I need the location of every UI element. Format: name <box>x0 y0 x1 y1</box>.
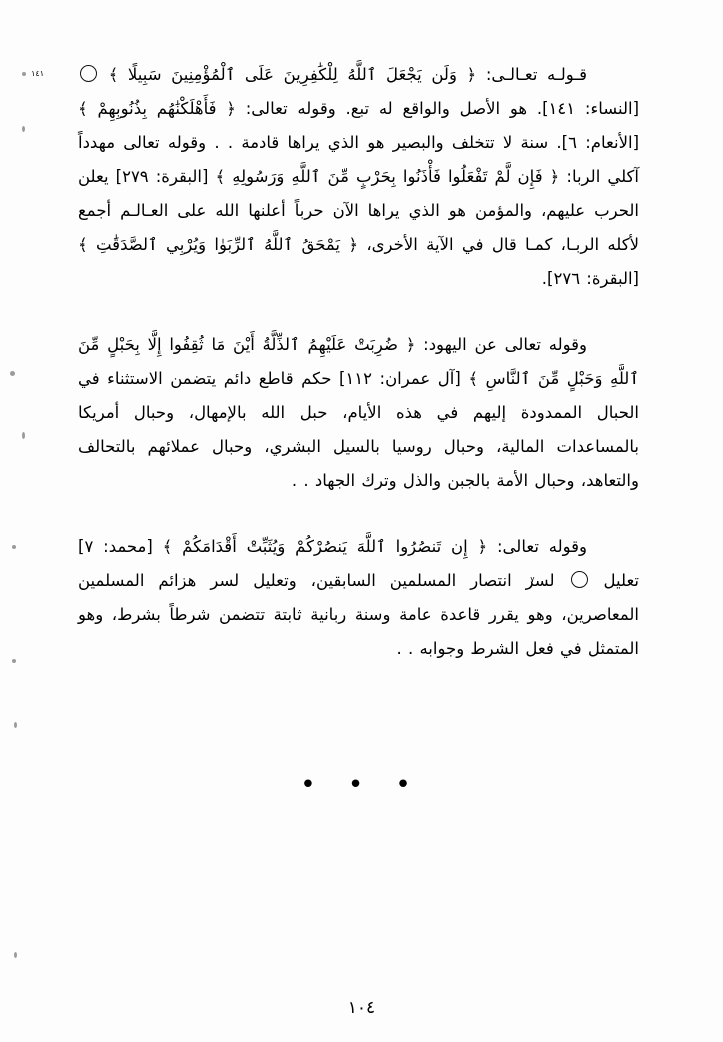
paragraph-2-line-4: بالمساعدات المالية، وحبال روسيا بالسيل البشري، وحبال عملائهم <box>147 437 640 456</box>
paragraph-1-line-5: [البقرة: ٢٧٩] يعلن الحرب عليهم، والمؤمن هو الذي يراها الآن حرباً <box>78 167 640 220</box>
paragraph-1 <box>78 58 639 296</box>
scan-speckle <box>22 72 26 76</box>
paragraph-3-line-2: لسر انتصار المسلمين السابقين، وتعليل لسر هزائم المسلمين المعاصرين، <box>78 571 639 624</box>
ayah-end-icon <box>80 65 97 82</box>
paragraph-spacer <box>78 312 639 328</box>
paragraph-1-line-7: ﴿ يَمْحَقُ ٱللَّهُ ٱلرِّبَوٰا وَيُرْبِي ٱلصَّدَقَٰتِ ﴾ [البقرة: ٢٧٦]. <box>78 235 639 288</box>
scan-speckle <box>12 545 16 549</box>
paragraph-1-line-3: بِذُنُوبِهِمْ ﴾ [الأنعام: ٦]. سنة لا تتخلف والبصير هو الذي يراها قادمة . . <box>78 99 640 152</box>
section-separator: • • • <box>300 770 423 800</box>
scan-speckle <box>22 126 25 132</box>
paragraph-3 <box>78 530 639 666</box>
paragraph-1-line-2: [النساء: ١٤١]. هو الأصل والواقع له تبع. وقوله تعالى: ﴿ فَأَهْلَكْنَٰهُم <box>156 99 640 118</box>
paragraph-spacer <box>78 514 639 530</box>
paragraph-3-line-4: في فعل الشرط وجوابه . . <box>396 639 582 658</box>
paragraph-2-line-2: وَحَبْلٍ مِّنَ ٱلنَّاسِ ﴾ [آل عمران: ١١٢] حكم قاطع دائم يتضمن الاستثناء في <box>78 369 603 388</box>
paragraph-2-line-3: الحبال الممدودة إليهم في هذه الأيام، حبل الله بالإمهال، وحبال أمريكا <box>78 403 639 422</box>
paragraph-2-line-5: بالتحالف والتعاهد، وحبال الأمة بالجبن والذل وترك الجهاد . . <box>78 437 639 490</box>
scan-speckle <box>22 432 25 439</box>
paragraph-1-line-1: قـولـه تعـالـى: ﴿ وَلَن يَجْعَلَ ٱللَّهُ لِلْكَٰفِرِينَ عَلَى ٱلْمُؤْمِنِينَ سَبِيلًا ﴾ <box>108 65 587 84</box>
scan-speckle <box>14 952 17 958</box>
paragraph-1-line-4: وقوله تعالى مهدداً آكلي الربا: ﴿ فَإِن لَّمْ تَفْعَلُوا فَأْذَنُوا بِحَرْبٍ مِّنَ ٱللَّهِ وَرَسُولِهِ ﴾ <box>78 133 639 186</box>
paragraph-2-line-1: وقوله تعالى عن اليهود: ﴿ ضُرِبَتْ عَلَيْهِمُ ٱلذِّلَّةُ أَيْنَ مَا ثُقِفُوا إِلَّا بِحَبْلٍ مِّنَ ٱللَّهِ <box>78 335 639 388</box>
page-number: ١٠٤ <box>347 998 376 1018</box>
body-text-column <box>78 58 639 682</box>
scan-speckle <box>10 371 15 376</box>
paragraph-3-line-1: وقوله تعالى: ﴿ إِن تَنصُرُوا ٱللَّهَ يَنصُرْكُمْ وَيُثَبِّتْ أَقْدَامَكُمْ ﴾ [محمد: ٧] تعليل <box>78 537 640 590</box>
scan-speckle <box>12 659 16 663</box>
paragraph-1-line-6: أعلنها الله على العـالـم أجمع لأكله الربـا، كمـا قال في الآية الأخرى، <box>78 201 639 254</box>
scan-speckle <box>14 722 17 728</box>
paragraph-2 <box>78 328 639 498</box>
ayah-end-icon <box>571 571 588 588</box>
paragraph-3-line-3: وهو يقرر قاعدة عامة وسنة ربانية ثابتة تتضمن شرطاً بشرط، وهو المتمثل <box>78 605 639 658</box>
